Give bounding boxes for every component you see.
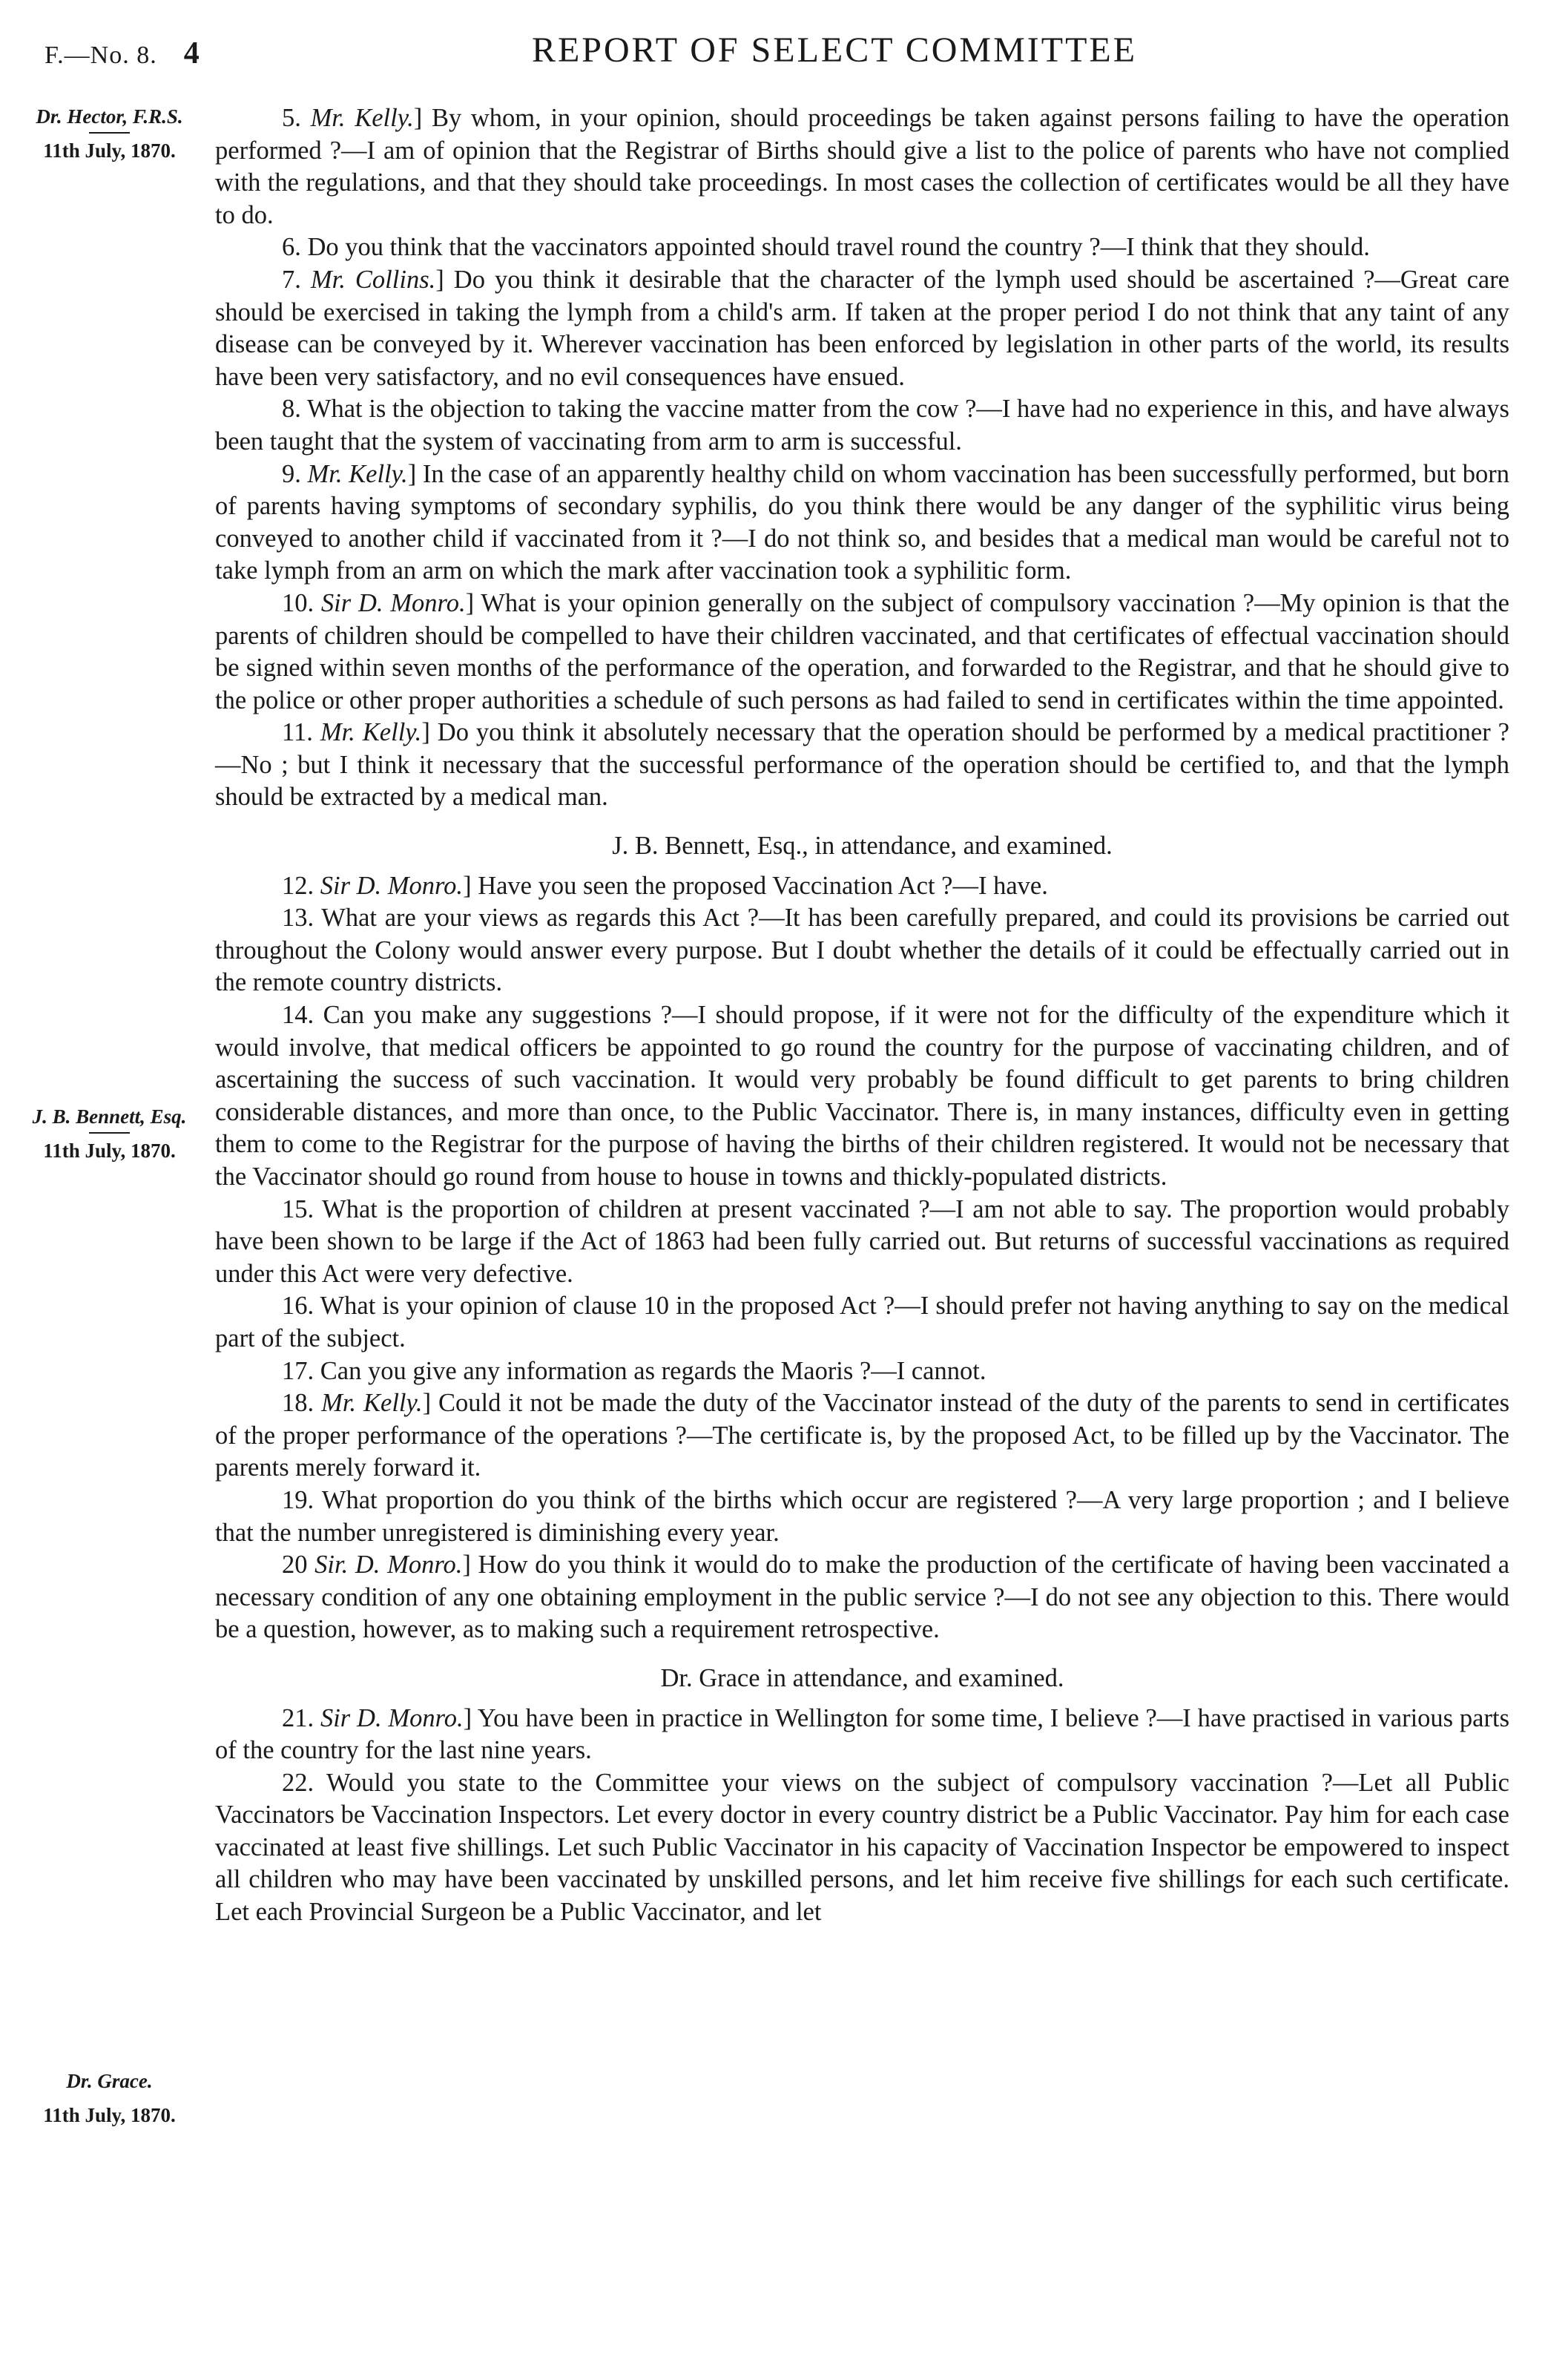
question-number: 6. bbox=[282, 233, 301, 262]
section-heading-bennett: J. B. Bennett, Esq., in attendance, and examined. bbox=[612, 832, 1113, 861]
speaker-name: Sir D. Monro. bbox=[320, 871, 464, 900]
question-number: 19. bbox=[282, 1485, 314, 1514]
question-text: By whom, in your opinion, should proceedings be taken against persons failing to have the operation performed ?—I am of opinion that the Registrar of Births should give a list to the police of parents who have not complied with the regulations, and that they should take proceedings. In most cases the collection of certificates would be all they have to do. bbox=[215, 104, 1510, 229]
question-text: What is your opinion of clause 10 in the proposed Act ?—I should prefer not having anything to say on the medical part of the subject. bbox=[215, 1292, 1509, 1352]
question-paragraph: 9. Mr. Kelly.] In the case of an apparently healthy child on whom vaccination has been successfully performed, but born of parents having symptoms of secondary syphilis, do you think there would be any danger of the syphilitic virus being conveyed to another child if vaccinated from it ?—I do not think so, and besides that a medical man would be careful not to take lymph from an arm on which the mark after vaccination took a syphilitic form. bbox=[215, 459, 1509, 585]
section-heading-grace: Dr. Grace in attendance, and examined. bbox=[660, 1663, 1064, 1692]
question-text: Would you state to the Committee your views on the subject of compulsory vaccination ?—Let all Public Vaccinators be Vaccination Inspectors. Let every doctor in every country district be a Public Vaccinator. Pay him for each case vaccinated at least five shillings. Let such Public Vaccinator in his capacity of Vaccination Inspector be empowered to inspect all children who may have been vaccinated by unskilled persons, and let him receive five shillings for each such certificate. Let each Provincial Surgeon be a Public Vaccinator, and let bbox=[215, 1768, 1509, 1927]
question-text: How do you think it would do to make the production of the certificate of having been vaccinated a necessary condition of any one obtaining employment in the public service ?—I do not see any objection to this. There would be a question, however, as to making such a requirement retrospective. bbox=[215, 1551, 1510, 1644]
margin-note-name: Dr. Hector, F.R.S. bbox=[36, 105, 183, 128]
question-number: 21. bbox=[282, 1703, 314, 1732]
section-grace bbox=[215, 1703, 1509, 1929]
question-number: 12. bbox=[282, 871, 314, 900]
section-hector bbox=[215, 102, 1509, 814]
question-text: You have been in practice in Wellington for some time, I believe ?—I have practised in various parts of the country for the last nine years. bbox=[215, 1703, 1509, 1765]
question-paragraph bbox=[215, 999, 1509, 1194]
question-text: In the case of an apparently healthy child on whom vaccination has been successfully performed, but born of parents having symptoms of secondary syphilis, do you think there would be any danger of the syphilitic virus being conveyed to another child if vaccinated from it ?—I do not think so, and besides that a medical man would be careful not to take lymph from an arm on which the mark after vaccination took a syphilitic form. bbox=[215, 459, 1509, 585]
margin-note-name: Dr. Grace. bbox=[66, 2070, 153, 2092]
question-number: 22. bbox=[282, 1768, 314, 1797]
question-text: Do you think it desirable that the character of the lymph used should be ascertained ?—Great care should be exercised in taking the lymph from a child's arm. If taken at the proper period I do not think that any taint of any disease can be conveyed by it. Wherever vaccination has been enforced by legislation in other parts of the world, its results have been very satisfactory, and no evil consequences have ensued. bbox=[215, 265, 1509, 391]
question-number: 15. bbox=[282, 1194, 314, 1223]
question-number: 5. bbox=[282, 104, 301, 132]
question-text: What proportion do you think of the births which occur are registered ?—A very large proportion ; and I believe that the number unregistered is diminishing every year. bbox=[215, 1485, 1509, 1547]
speaker-name: Sir D. Monro. bbox=[320, 588, 466, 617]
question-text: What is the objection to taking the vaccine matter from the cow ?—I have had no experience in this, and have always been taught that the system of vaccinating from arm to arm is successful. bbox=[215, 395, 1509, 456]
speaker-name: Mr. Collins. bbox=[310, 265, 436, 294]
question-paragraph: 7. Mr. Collins.] Do you think it desirable that the character of the lymph used should be ascertained ?—Great care should be exercised in taking the lymph from a child's arm. If taken at the proper period I do not think that any taint of any disease can be conveyed by it. Wherever vaccination has been enforced by legislation in other parts of the world, its results have been very satisfactory, and no evil consequences have ensued. bbox=[215, 265, 1509, 391]
question-paragraph bbox=[215, 1485, 1509, 1549]
speaker-name: Mr. Kelly. bbox=[320, 718, 422, 747]
question-text: Could it not be made the duty of the Vaccinator instead of the duty of the parents to send in certificates of the proper performance of the operations ?—The certificate is, by the proposed Act, to be filled up by the Vaccinator. The parents merely forward it. bbox=[215, 1389, 1510, 1482]
speaker-name: Mr. Kelly. bbox=[310, 104, 414, 132]
question-paragraph: 20 Sir. D. Monro.] How do you think it would do to make the production of the certificate of having been vaccinated a necessary condition of any one obtaining employment in the public service ?—I do not see any objection to this. There would be a question, however, as to making such a requirement retrospective. bbox=[215, 1551, 1510, 1644]
question-number: 20 bbox=[282, 1551, 308, 1579]
margin-note-name: J. B. Bennett, Esq. bbox=[32, 1105, 187, 1128]
margin-note-hector bbox=[30, 104, 189, 163]
document-reference: F.—No. 8. bbox=[45, 42, 157, 69]
margin-note-date: 11th July, 1870. bbox=[43, 2104, 176, 2126]
question-number: 8. bbox=[282, 395, 301, 424]
margin-note-grace bbox=[30, 2068, 189, 2128]
question-paragraph bbox=[215, 393, 1509, 458]
question-text: Do you think it absolutely necessary that the operation should be performed by a medical practitioner ?—No ; but I think it necessary that the successful performance of the operation should be certified to, and that the lymph should be extracted by a medical man. bbox=[215, 718, 1509, 812]
question-paragraph: 10. Sir D. Monro.] What is your opinion generally on the subject of compulsory vaccination ?—My opinion is that the parents of children should be compelled to have their children vaccinated, and that certificates of effectual vaccination should be signed within seven months of the performance of the operation, and forwarded to the Registrar, and that he should give to the police or other proper authorities a schedule of such persons as had failed to send in certificates within the time appointed. bbox=[215, 588, 1509, 714]
margin-note-rule bbox=[89, 1132, 130, 1134]
question-paragraph: 12. Sir D. Monro.] Have you seen the proposed Vaccination Act ?—I have. bbox=[282, 871, 1048, 900]
question-number: 7. bbox=[282, 265, 301, 294]
question-paragraph: 21. Sir D. Monro.] You have been in practice in Wellington for some time, I believe ?—I have practised in various parts of the country for the last nine years. bbox=[215, 1703, 1509, 1765]
question-paragraph bbox=[215, 231, 1509, 264]
question-text: Can you make any suggestions ?—I should propose, if it were not for the difficulty of the expenditure which it would involve, that medical officers be appointed to go round the country for the purpose of vaccinating children, and of ascertaining the success of such vaccination. It would very probably be found difficult to get parents to bring children considerable distances, and more than once, to the Public Vaccinator. There is, in many instances, difficulty even in getting them to come to the Registrar for the purpose of having the births of their children registered. It would not be necessary that the Vaccinator should go round from house to house in towns and thickly-populated districts. bbox=[215, 1001, 1510, 1191]
question-number: 17. bbox=[282, 1356, 314, 1385]
speaker-name: Sir. D. Monro. bbox=[314, 1551, 463, 1579]
page-title: REPORT OF SELECT COMMITTEE bbox=[531, 30, 1138, 70]
question-number: 18. bbox=[282, 1389, 314, 1418]
speaker-name: Mr. Kelly. bbox=[307, 459, 408, 488]
question-text: What is the proportion of children at present vaccinated ?—I am not able to say. The proportion would probably have been shown to be large if the Act of 1863 had been fully carried out. But returns of successful vaccinations as required under this Act were very defective. bbox=[215, 1194, 1509, 1288]
page-header bbox=[45, 22, 1528, 82]
question-text: Can you give any information as regards the Maoris ?—I cannot. bbox=[320, 1356, 986, 1385]
question-number: 10. bbox=[282, 588, 314, 617]
speaker-name: Mr. Kelly. bbox=[321, 1389, 423, 1418]
question-number: 11. bbox=[282, 718, 313, 747]
question-paragraph: 11. Mr. Kelly.] Do you think it absolutely necessary that the operation should be performed by a medical practitioner ?—No ; but I think it necessary that the successful performance of the operation should be certified to, and that the lymph should be extracted by a medical man. bbox=[215, 718, 1509, 812]
speaker-name: Sir D. Monro. bbox=[320, 1703, 464, 1732]
question-text: Do you think that the vaccinators appointed should travel round the country ?—I think that they should. bbox=[307, 233, 1370, 262]
question-paragraph bbox=[215, 1194, 1509, 1291]
question-text: What is your opinion generally on the subject of compulsory vaccination ?—My opinion is that the parents of children should be compelled to have their children vaccinated, and that certificates of effectual vaccination should be signed within seven months of the performance of the operation, and forwarded to the Registrar, and that he should give to the police or other proper authorities a schedule of such persons as had failed to send in certificates within the time appointed. bbox=[215, 588, 1509, 714]
question-paragraph bbox=[215, 1767, 1509, 1929]
question-paragraph bbox=[215, 902, 1509, 999]
margin-note-date: 11th July, 1870. bbox=[43, 139, 176, 162]
question-number: 9. bbox=[282, 459, 301, 488]
margin-note-date: 11th July, 1870. bbox=[43, 1140, 176, 1162]
question-paragraph: 5. Mr. Kelly.] By whom, in your opinion, should proceedings be taken against persons failing to have the operation performed ?—I am of opinion that the Registrar of Births should give a list to the police of parents who have not complied with the regulations, and that they should take proceedings. In most cases the collection of certificates would be all they have to do. bbox=[215, 104, 1510, 229]
question-paragraph bbox=[215, 1290, 1509, 1355]
margin-note-rule bbox=[89, 132, 130, 134]
question-number: 14. bbox=[282, 1001, 314, 1030]
section-bennett bbox=[215, 870, 1509, 1646]
question-number: 13. bbox=[282, 904, 314, 933]
question-paragraph: 18. Mr. Kelly.] Could it not be made the duty of the Vaccinator instead of the duty of the parents to send in certificates of the proper performance of the operations ?—The certificate is, by the proposed Act, to be filled up by the Vaccinator. The parents merely forward it. bbox=[215, 1389, 1510, 1482]
question-text: What are your views as regards this Act ?—It has been carefully prepared, and could its provisions be carried out throughout the Colony would answer every purpose. But I doubt whether the details of it could be effectually carried out in the remote country districts. bbox=[215, 904, 1509, 997]
question-paragraph bbox=[215, 1355, 1509, 1388]
page-number: 4 bbox=[183, 36, 200, 70]
question-text: Have you seen the proposed Vaccination Act ?—I have. bbox=[478, 871, 1048, 900]
margin-note-bennett bbox=[30, 1104, 189, 1163]
document-body bbox=[215, 102, 1509, 1929]
question-number: 16. bbox=[282, 1292, 314, 1321]
